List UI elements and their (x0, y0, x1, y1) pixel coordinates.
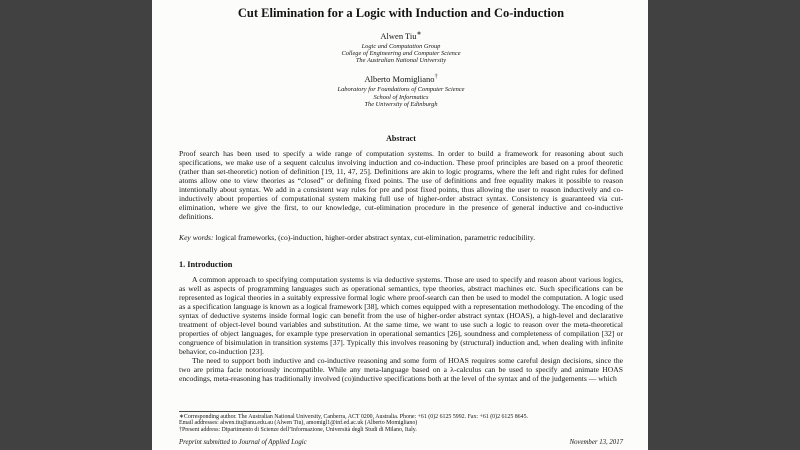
page-bottom (179, 411, 623, 446)
paper-title: Cut Elimination for a Logic with Induction and Co-induction (237, 6, 565, 20)
keywords-block (179, 233, 623, 242)
intro-paragraph-2: The need to support both inductive and co-inductive reasoning and some form of HOAS requires some careful design decisions, since the two are prima facie notoriously incompatible. While any meta-language based on a λ-calculus can be used to specify and animate HOAS encodings, meta-reasoning has traditionally involved (co)inductive specifications both at the level of the syntax and of the judgements — which (179, 356, 623, 384)
author-block-1 (179, 30, 623, 64)
intro-paragraph-1: A common approach to specifying computation systems is via deductive systems. Those are used to specify and reason about various logics, as well as aspects of programming languages such as operational semantics, type theories, abstract machines etc. Such specifications can be represented as logical theories in a suitably expressive formal logic where proof-search can then be used to model the computation. A logic used as a specification language is known as a logical framework [38], which comes equipped with a representation methodology. The encoding of the syntax of deductive systems inside formal logic can benefit from the use of higher-order abstract syntax (HOAS), a high-level and declarative treatment of object-level bound variables and substitution. At the same time, we want to use such a logic to reason over the meta-theoretical properties of object languages, for example type preservation in operational semantics [26], soundness and completeness of compilation [32] or congruence of bisimulation in transition systems [37]. Typically this involves reasoning by (structural) induction and, when dealing with infinite behavior, co-induction [23]. (179, 275, 623, 357)
footnote-present-address: †Present address: Dipartimento di Scienze dell’Informazione, Università degli Studi di Milano, Italy. (179, 427, 417, 434)
author-affiliation (179, 86, 623, 108)
affiliation-line: Logic and Computation Group (361, 42, 441, 50)
footer-preprint-note: Preprint submitted to Journal of Applied Logic (179, 439, 307, 446)
paper-page (152, 0, 648, 450)
author-name (179, 74, 623, 84)
author-name (179, 30, 623, 41)
page-content (179, 0, 623, 408)
author-name-text: Alberto Momigliano (364, 74, 435, 85)
author-marker: † (434, 74, 438, 81)
keywords-label: Key words: (179, 233, 214, 243)
abstract-heading: Abstract (386, 134, 416, 144)
footnote-email-addresses: Email addresses: alwen.tiu@anu.edu.au (Alwen Tiu), amomigl1@inf.ed.ac.uk (Alberto Momigliano) (179, 420, 418, 427)
footnote-rule (179, 411, 271, 412)
affiliation-line: College of Engineering and Computer Science (341, 50, 461, 58)
abstract-text: Proof search has been used to specify a wide range of computation systems. In order to build a framework for reasoning about such specifications, we make use of a sequent calculus involving induction and co-induction. These proof principles are based on a proof theoretic (rather than set-theoretic) notion of definition [19, 11, 47, 25]. Definitions are akin to logic programs, where the left and right rules for defined atoms allow one to view theories as “closed” or defining fixed points. The use of definitions and free equality makes it possible to reason intentionally about syntax. We add in a consistent way rules for pre and post fixed points, thus allowing the user to reason inductively and co-inductively about properties of computational system making full use of higher-order abstract syntax. Consistency is guaranteed via cut-elimination, where we give the first, to our knowledge, cut-elimination procedure in the presence of general inductive and co-inductive definitions. (179, 149, 623, 222)
affiliation-line: School of Informatics (373, 93, 429, 101)
footnote-corresponding-author: ∗Corresponding author. The Australian National University, Canberra, ACT 0200, Australia. Phone: +61 (0)2 6125 5992. Fax: +61 (0)2 6125 8645. (179, 413, 528, 420)
author-marker: ∗ (416, 31, 422, 37)
footer-date: November 13, 2017 (569, 439, 623, 446)
author-name-text: Alwen Tiu (380, 30, 417, 41)
author-affiliation (179, 43, 623, 65)
section-heading-introduction: 1. Introduction (179, 260, 233, 270)
affiliation-line: The University of Edinburgh (364, 100, 438, 108)
keywords-text: logical frameworks, (co)-induction, higher-order abstract syntax, cut-elimination, parametric reducibility. (215, 233, 536, 243)
affiliation-line: Laboratory for Foundations of Computer Science (337, 86, 465, 94)
author-block-2 (179, 74, 623, 108)
page-footer (179, 439, 623, 446)
affiliation-line: The Australian National University (355, 57, 447, 65)
